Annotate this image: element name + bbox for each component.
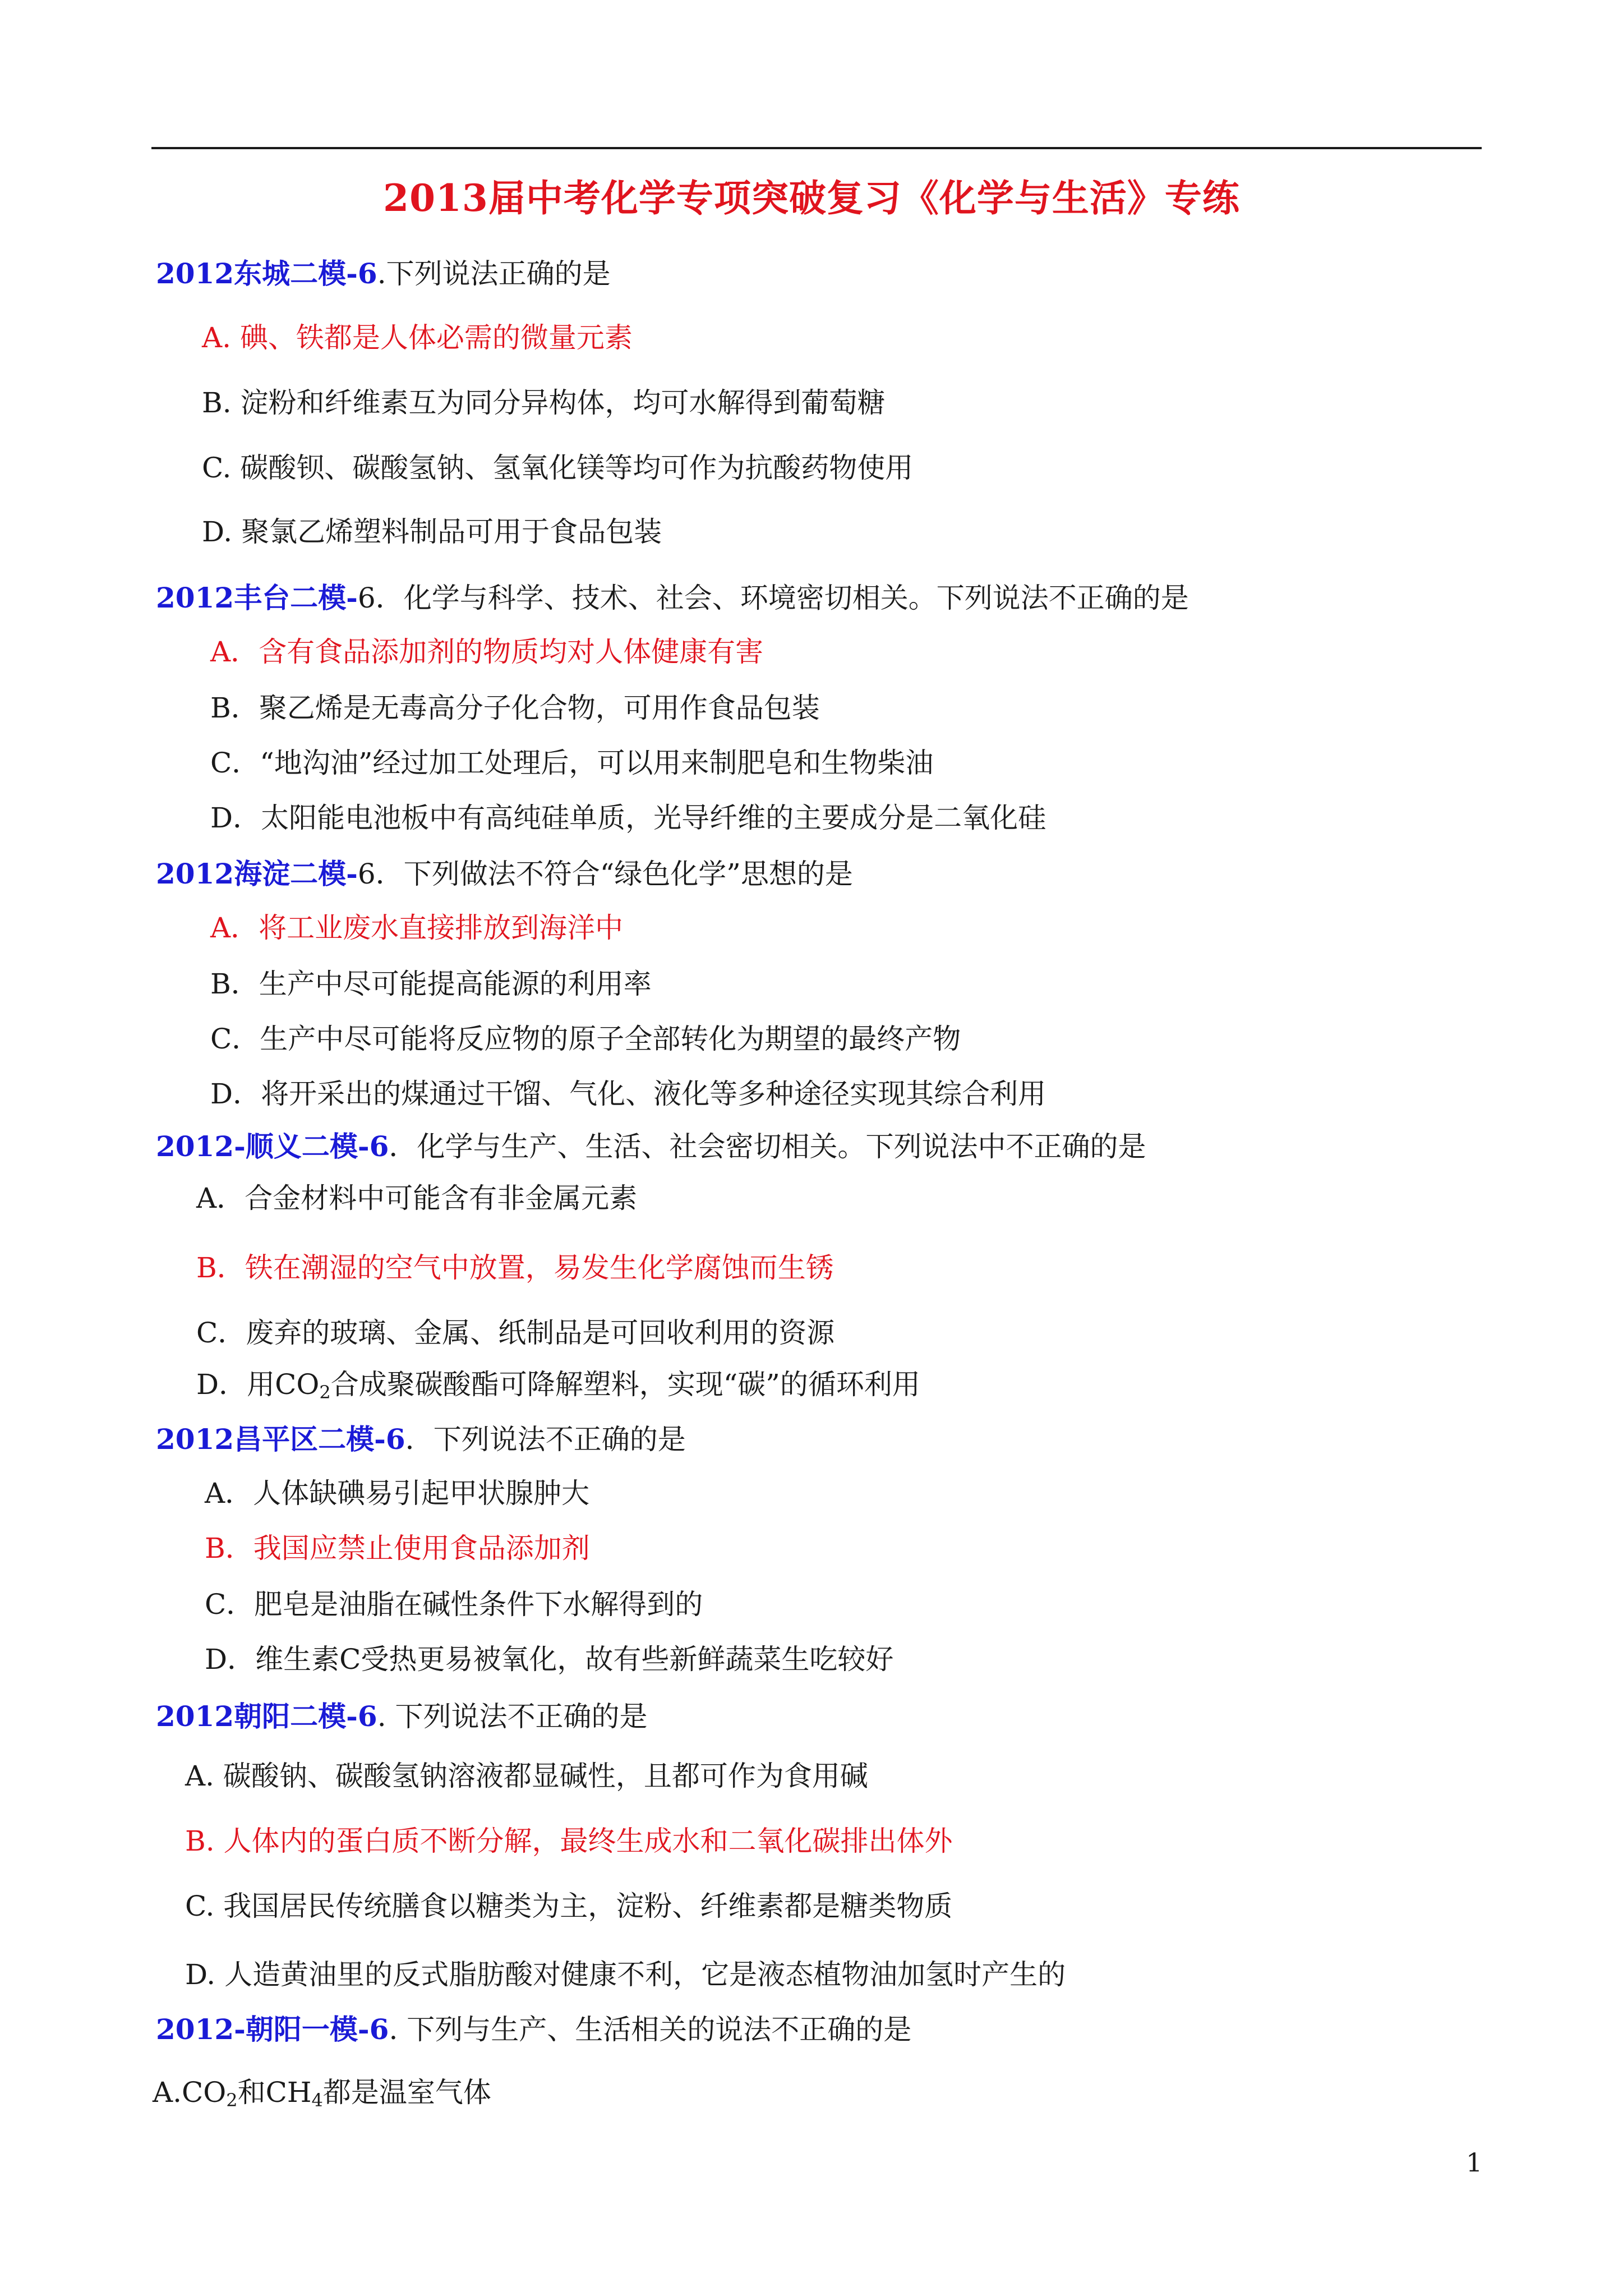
option-label: C． bbox=[210, 1023, 260, 1055]
header-rule bbox=[151, 147, 1482, 149]
option-label: A． bbox=[205, 1477, 253, 1510]
option-label: D. bbox=[185, 1958, 216, 1991]
question-6-stem bbox=[156, 1700, 648, 1733]
option-label: D． bbox=[210, 802, 261, 834]
subscript: 2 bbox=[319, 1382, 331, 1403]
option-label: B． bbox=[210, 968, 259, 1000]
option-text: 合金材料中可能含有非金属元素 bbox=[245, 1182, 638, 1214]
option-b bbox=[202, 386, 886, 420]
question-source: 2012海淀二模- bbox=[156, 857, 358, 890]
option-text: 碳酸钡、碳酸氢钠、氢氧化镁等均可作为抗酸药物使用 bbox=[240, 452, 914, 484]
option-text: 人造黄油里的反式脂肪酸对健康不利，它是液态植物油加氢时产生的 bbox=[224, 1958, 1066, 1991]
option-d bbox=[185, 1958, 1066, 1991]
option-label: A． bbox=[210, 636, 259, 668]
option-text: 人体内的蛋白质不断分解，最终生成水和二氧化碳排出体外 bbox=[223, 1825, 953, 1857]
question-text: ．下列说法不正确的是 bbox=[405, 1423, 686, 1456]
question-4-stem bbox=[156, 1130, 1146, 1163]
option-text-post: 合成聚碳酸酯可降解塑料，实现“碳”的循环利用 bbox=[330, 1368, 920, 1401]
option-c bbox=[205, 1588, 703, 1621]
question-2-stem bbox=[156, 581, 1189, 615]
option-label: B. bbox=[202, 386, 232, 419]
option-label: D． bbox=[205, 1643, 256, 1676]
option-label: D. bbox=[202, 516, 233, 548]
option-text: 含有食品添加剂的物质均对人体健康有害 bbox=[259, 636, 764, 668]
option-label: D． bbox=[210, 1078, 261, 1110]
option-text: 我国应禁止使用食品添加剂 bbox=[253, 1532, 590, 1565]
option-label: A. bbox=[202, 321, 232, 354]
option-c bbox=[210, 1022, 961, 1056]
question-text: . 下列说法不正确的是 bbox=[377, 1700, 648, 1733]
option-text-post: 都是温室气体 bbox=[322, 2076, 491, 2109]
option-text: 淀粉和纤维素互为同分异构体，均可水解得到葡萄糖 bbox=[240, 386, 886, 419]
page-title: 2013届中考化学专项突破复习《化学与生活》专练 bbox=[383, 176, 1240, 220]
option-label: B. bbox=[185, 1825, 215, 1857]
option-c bbox=[196, 1316, 834, 1350]
option-label: C. bbox=[202, 452, 232, 484]
question-7-stem bbox=[156, 2013, 911, 2046]
question-1-stem bbox=[156, 257, 611, 291]
question-3-stem bbox=[156, 857, 853, 891]
option-text-mid: 和CH bbox=[237, 2076, 312, 2109]
subscript: 2 bbox=[226, 2090, 238, 2111]
option-c bbox=[210, 746, 933, 780]
option-label: C． bbox=[210, 747, 260, 779]
question-source: 2012东城二模-6 bbox=[156, 257, 377, 290]
option-a bbox=[210, 911, 623, 945]
question-text: 6．下列做法不符合“绿色化学”思想的是 bbox=[357, 858, 853, 890]
option-d bbox=[210, 801, 1046, 835]
option-d bbox=[202, 515, 662, 549]
option-text: 肥皂是油脂在碱性条件下水解得到的 bbox=[254, 1588, 703, 1621]
option-text: 铁在潮湿的空气中放置，易发生化学腐蚀而生锈 bbox=[245, 1251, 834, 1284]
option-a bbox=[153, 2076, 491, 2117]
option-label: B． bbox=[210, 692, 259, 724]
option-d bbox=[196, 1368, 920, 1409]
question-5-stem bbox=[156, 1423, 686, 1456]
option-text: 维生素C受热更易被氧化，故有些新鲜蔬菜生吃较好 bbox=[255, 1643, 894, 1676]
option-b bbox=[196, 1251, 834, 1285]
option-b bbox=[185, 1824, 953, 1858]
option-d bbox=[210, 1077, 1046, 1111]
option-label: C． bbox=[196, 1317, 246, 1349]
option-label: D． bbox=[196, 1368, 247, 1401]
option-c bbox=[185, 1889, 952, 1923]
option-text: 将开采出的煤通过干馏、气化、液化等多种途径实现其综合利用 bbox=[261, 1078, 1046, 1110]
option-label: B． bbox=[196, 1251, 245, 1284]
option-text: 聚乙烯是无毒高分子化合物，可用作食品包装 bbox=[259, 692, 820, 724]
option-text: “地沟油”经过加工处理后，可以用来制肥皂和生物柴油 bbox=[260, 747, 934, 779]
option-text: 太阳能电池板中有高纯硅单质，光导纤维的主要成分是二氧化硅 bbox=[261, 802, 1046, 834]
question-source: 2012-顺义二模-6 bbox=[156, 1130, 389, 1163]
option-text: 生产中尽可能提高能源的利用率 bbox=[259, 968, 652, 1000]
question-text: 6．化学与科学、技术、社会、环境密切相关。下列说法不正确的是 bbox=[357, 582, 1189, 614]
question-source: 2012丰台二模- bbox=[156, 581, 358, 614]
option-label: A. bbox=[153, 2076, 182, 2109]
question-text: ．化学与生产、生活、社会密切相关。下列说法中不正确的是 bbox=[389, 1130, 1146, 1163]
option-label: A． bbox=[210, 912, 259, 944]
option-text: 废弃的玻璃、金属、纸制品是可回收利用的资源 bbox=[246, 1317, 835, 1349]
option-c bbox=[202, 451, 913, 485]
question-source: 2012昌平区二模-6 bbox=[156, 1423, 405, 1456]
option-label: C. bbox=[185, 1890, 215, 1922]
option-text: 生产中尽可能将反应物的原子全部转化为期望的最终产物 bbox=[260, 1023, 961, 1055]
option-label: A． bbox=[196, 1182, 245, 1214]
option-text: 碳酸钠、碳酸氢钠溶液都显碱性，且都可作为食用碱 bbox=[223, 1760, 868, 1792]
option-label: A. bbox=[185, 1760, 215, 1792]
option-b bbox=[210, 691, 820, 725]
option-d bbox=[205, 1642, 893, 1676]
option-a bbox=[202, 321, 633, 355]
option-a bbox=[196, 1181, 637, 1215]
question-source: 2012-朝阳一模-6 bbox=[156, 2013, 389, 2046]
option-text-pre: 用CO bbox=[247, 1368, 320, 1401]
option-text: 将工业废水直接排放到海洋中 bbox=[259, 912, 624, 944]
option-label: C． bbox=[205, 1588, 255, 1621]
question-text: .下列说法正确的是 bbox=[377, 257, 611, 290]
option-a bbox=[210, 635, 763, 669]
question-text: . 下列与生产、生活相关的说法不正确的是 bbox=[389, 2013, 912, 2046]
page-number: 1 bbox=[1466, 2147, 1483, 2178]
option-text: 碘、铁都是人体必需的微量元素 bbox=[239, 321, 633, 354]
option-text-pre: CO bbox=[182, 2076, 227, 2109]
option-label: B． bbox=[205, 1532, 253, 1565]
option-text: 聚氯乙烯塑料制品可用于食品包装 bbox=[241, 516, 662, 548]
subscript: 4 bbox=[311, 2090, 323, 2111]
question-source: 2012朝阳二模-6 bbox=[156, 1700, 377, 1733]
option-a bbox=[205, 1476, 589, 1510]
option-text: 人体缺碘易引起甲状腺肿大 bbox=[253, 1477, 590, 1510]
option-text: 我国居民传统膳食以糖类为主，淀粉、纤维素都是糖类物质 bbox=[223, 1890, 953, 1922]
option-a bbox=[185, 1759, 868, 1793]
option-b bbox=[205, 1531, 590, 1565]
option-b bbox=[210, 967, 652, 1001]
